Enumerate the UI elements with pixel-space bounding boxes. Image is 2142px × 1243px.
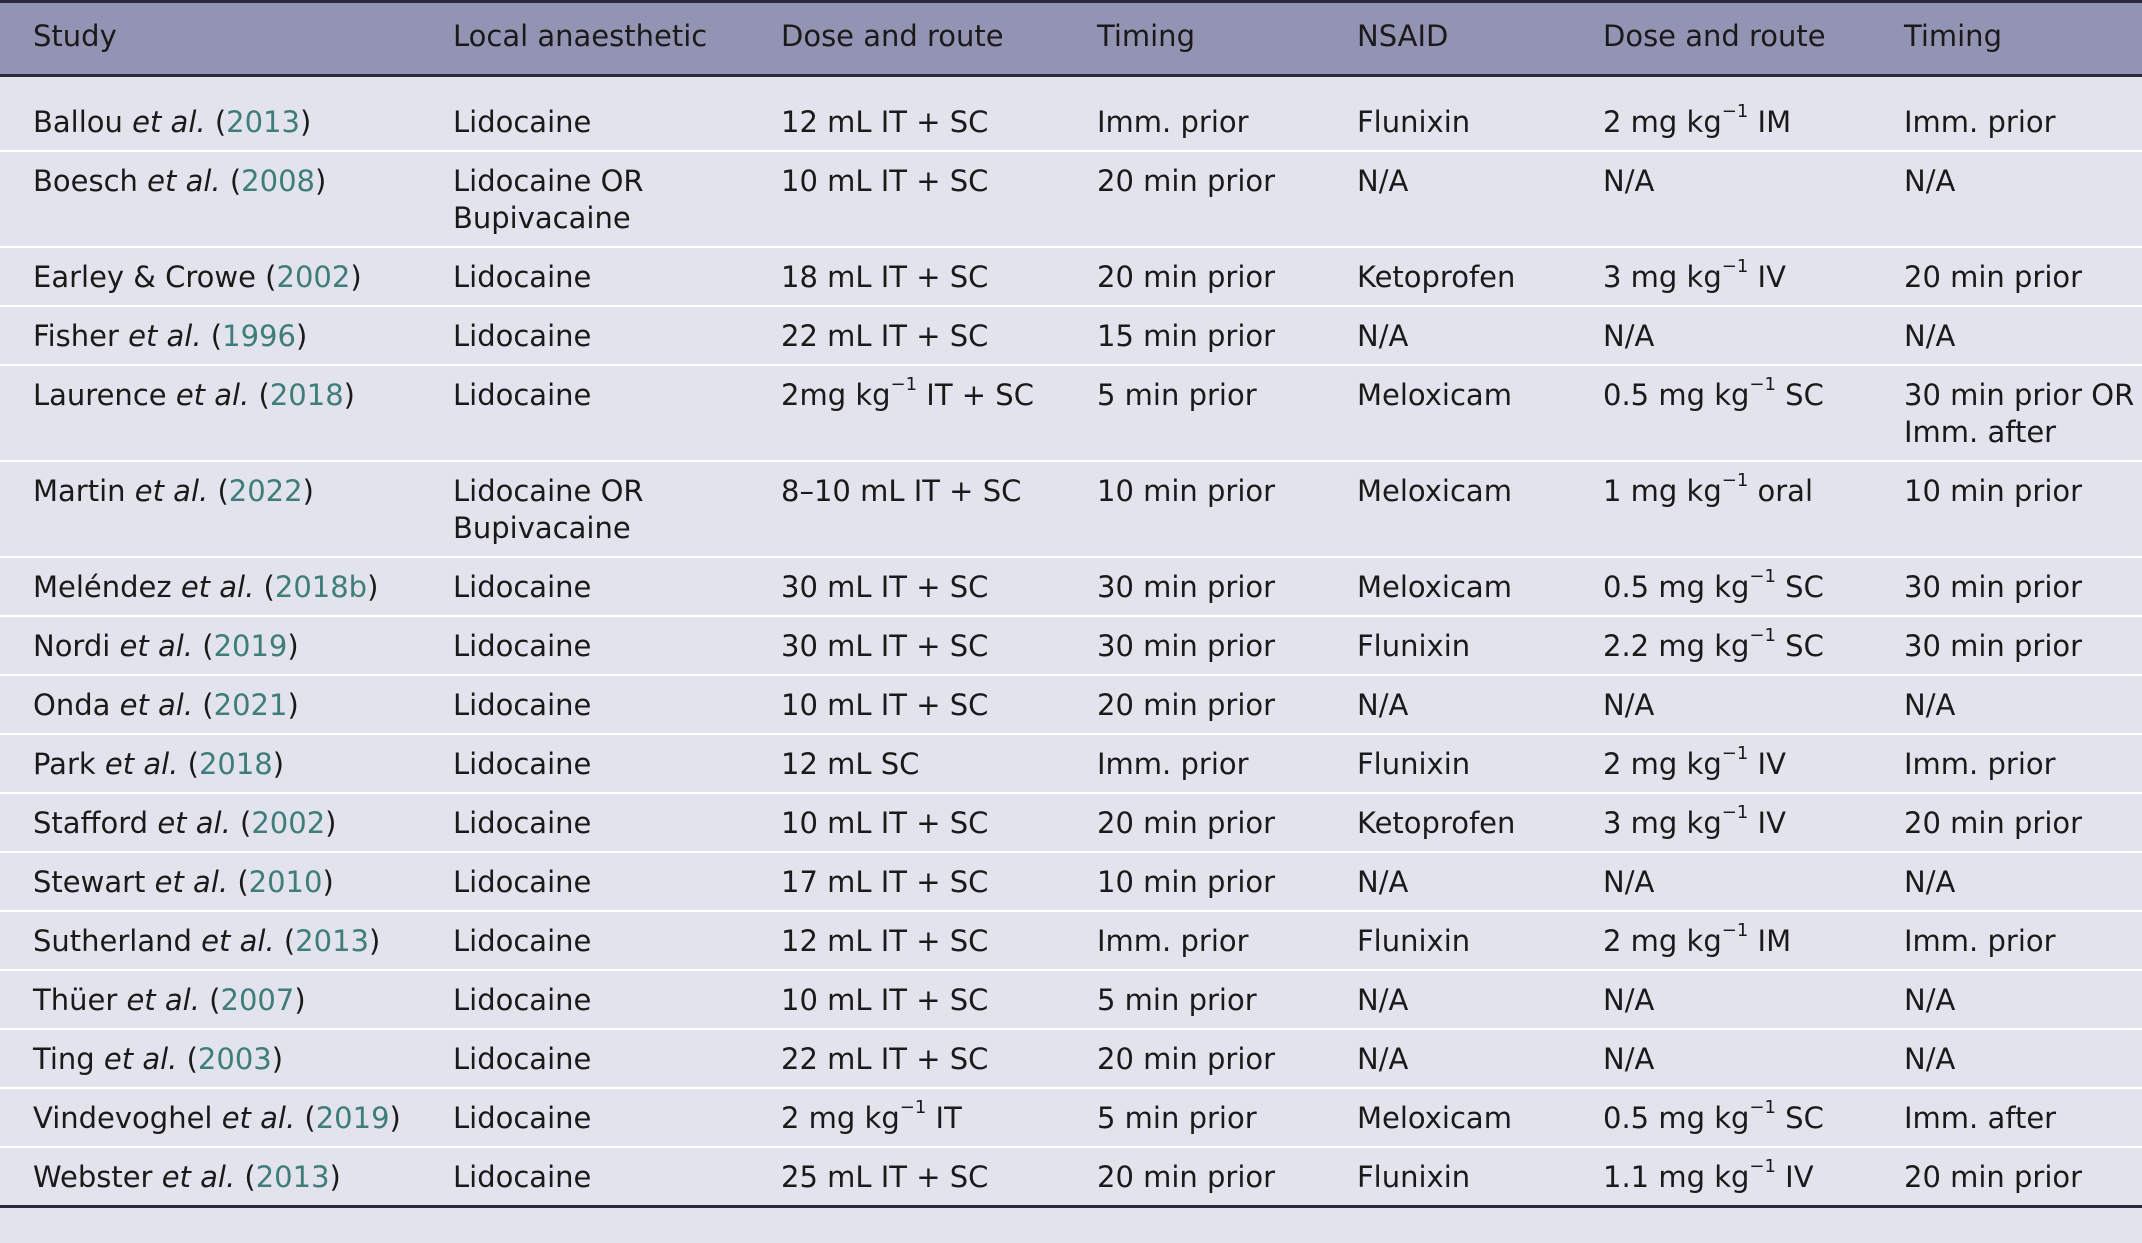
citation-year-link[interactable]: 2021 — [213, 688, 288, 722]
nsaid-dose-route: IM — [1748, 924, 1792, 958]
study-etal: et al. — [180, 570, 255, 604]
la-timing-cell: 20 min prior — [1097, 260, 1276, 294]
nsaid-timing-cell: N/A — [1904, 865, 1956, 899]
la-dose-value: 12 mL IT + SC — [781, 105, 989, 139]
study-etal: et al. — [128, 319, 202, 353]
study-author: Nordi — [33, 629, 111, 663]
la-dose-value: 18 mL IT + SC — [781, 260, 989, 294]
study-etal: et al. — [221, 1101, 296, 1135]
nsaid-cell: N/A — [1357, 983, 1409, 1017]
nsaid-timing-cell: Imm. prior — [1904, 924, 2056, 958]
citation-year-link[interactable]: 1996 — [222, 319, 296, 353]
study-etal: et al. — [132, 105, 206, 139]
la-timing-cell: 20 min prior — [1097, 164, 1276, 198]
nsaid-dose-value: 3 mg kg — [1603, 260, 1722, 294]
table-row — [0, 852, 2142, 911]
study-author: Vindevoghel — [33, 1101, 213, 1135]
la-dose-route: IT + SC — [917, 378, 1034, 412]
la-dose-route-cell — [781, 461, 1097, 557]
la-dose-value: 17 mL IT + SC — [781, 865, 989, 899]
nsaid-dose-route-cell — [1603, 793, 1904, 852]
citation-year-link[interactable]: 2018b — [274, 570, 368, 604]
nsaid-dose-value: 0.5 mg kg — [1603, 570, 1750, 604]
local-anaesthetic-cell: Lidocaine — [453, 924, 592, 958]
table-row — [0, 1147, 2142, 1207]
nsaid-timing-cell: Imm. prior — [1904, 105, 2056, 139]
la-dose-value: 22 mL IT + SC — [781, 319, 989, 353]
nsaid-dose-exponent: −1 — [1749, 374, 1776, 396]
citation-year-link[interactable]: 2013 — [295, 924, 369, 958]
nsaid-timing-cell: 20 min prior — [1904, 1160, 2083, 1194]
nsaid-dose-exponent: −1 — [1721, 802, 1749, 824]
local-anaesthetic-cell: Lidocaine — [453, 629, 592, 663]
nsaid-timing-cell: N/A — [1904, 164, 1956, 198]
study-author: Laurence — [33, 378, 167, 412]
la-dose-value: 12 mL IT + SC — [781, 924, 989, 958]
la-dose-value: 12 mL SC — [781, 747, 920, 781]
local-anaesthetic-cell: Lidocaine — [453, 747, 592, 781]
table-row — [0, 461, 2142, 557]
nsaid-dose-exponent: −1 — [1749, 566, 1776, 588]
la-dose-route-cell — [781, 557, 1097, 616]
citation-year-link[interactable]: 2002 — [276, 260, 351, 294]
la-dose-route-cell — [781, 734, 1097, 793]
la-timing-cell: 20 min prior — [1097, 806, 1276, 840]
la-dose-route-cell — [781, 675, 1097, 734]
study-cell: Ballou et al. (2013) — [33, 105, 312, 139]
local-anaesthetic-cell: Lidocaine — [453, 105, 592, 139]
la-dose-value: 10 mL IT + SC — [781, 688, 989, 722]
nsaid-dose-route: IV — [1775, 1160, 1814, 1194]
nsaid-cell: Flunixin — [1357, 747, 1471, 781]
citation-year-link[interactable]: 2010 — [248, 865, 323, 899]
local-anaesthetic-cell: Lidocaine — [453, 570, 592, 604]
local-anaesthetic-cell: Lidocaine — [453, 260, 592, 294]
local-anaesthetic-cell: Lidocaine — [453, 688, 592, 722]
la-timing-cell: 5 min prior — [1097, 1101, 1257, 1135]
nsaid-dose-value: 1 mg kg — [1603, 474, 1722, 508]
table-row — [0, 616, 2142, 675]
nsaid-dose-value: N/A — [1603, 164, 1655, 198]
study-author: Martin — [33, 474, 126, 508]
nsaid-dose-route: oral — [1748, 474, 1814, 508]
la-dose-value: 2 mg kg — [781, 1101, 900, 1135]
study-cell: Vindevoghel et al. (2019) — [33, 1101, 401, 1135]
nsaid-dose-value: N/A — [1603, 983, 1655, 1017]
local-anaesthetic-cell: Lidocaine — [453, 378, 592, 412]
study-author: Ting — [33, 1042, 95, 1076]
nsaid-cell: Flunixin — [1357, 105, 1471, 139]
la-timing-cell: 10 min prior — [1097, 865, 1276, 899]
la-dose-route-cell — [781, 247, 1097, 306]
la-timing-cell: Imm. prior — [1097, 105, 1249, 139]
study-cell: Nordi et al. (2019) — [33, 629, 299, 663]
nsaid-timing-cell: N/A — [1904, 319, 1956, 353]
study-cell: Stafford et al. (2002) — [33, 806, 337, 840]
study-cell: Ting et al. (2003) — [33, 1042, 284, 1076]
study-etal: et al. — [126, 983, 200, 1017]
study-etal: et al. — [161, 1160, 236, 1194]
nsaid-cell: Meloxicam — [1357, 378, 1512, 412]
nsaid-dose-route-cell — [1603, 734, 1904, 793]
la-dose-route: IT — [926, 1101, 962, 1135]
la-timing-cell: 20 min prior — [1097, 1160, 1276, 1194]
study-author: Sutherland — [33, 924, 192, 958]
la-dose-route-cell — [781, 76, 1097, 152]
citation-year-link[interactable]: 2018 — [269, 378, 344, 412]
nsaid-dose-value: 0.5 mg kg — [1603, 1101, 1750, 1135]
la-dose-value: 2mg kg — [781, 378, 891, 412]
nsaid-dose-route-cell — [1603, 1147, 1904, 1207]
nsaid-dose-route: IV — [1748, 260, 1786, 294]
citation-year-link[interactable]: 2003 — [197, 1042, 272, 1076]
la-dose-route-cell — [781, 1088, 1097, 1147]
nsaid-dose-value: 2 mg kg — [1603, 105, 1722, 139]
table-row — [0, 911, 2142, 970]
local-anaesthetic-cell: Lidocaine — [453, 319, 592, 353]
nsaid-dose-route-cell — [1603, 365, 1904, 461]
nsaid-cell: N/A — [1357, 865, 1409, 899]
la-timing-cell: 30 min prior — [1097, 629, 1276, 663]
local-anaesthetic-cell: Lidocaine — [453, 1101, 592, 1135]
la-timing-cell: Imm. prior — [1097, 924, 1249, 958]
table-row — [0, 151, 2142, 247]
nsaid-dose-value: N/A — [1603, 688, 1655, 722]
la-dose-value: 30 mL IT + SC — [781, 570, 989, 604]
nsaid-timing-cell: N/A — [1904, 688, 1956, 722]
nsaid-dose-value: 2 mg kg — [1603, 924, 1722, 958]
nsaid-dose-value: 0.5 mg kg — [1603, 378, 1750, 412]
la-dose-route-cell — [781, 616, 1097, 675]
table-row — [0, 675, 2142, 734]
nsaid-timing-cell: N/A — [1904, 983, 1956, 1017]
nsaid-dose-route-cell — [1603, 911, 1904, 970]
nsaid-dose-route-cell — [1603, 1088, 1904, 1147]
la-dose-value: 22 mL IT + SC — [781, 1042, 989, 1076]
la-dose-value: 10 mL IT + SC — [781, 164, 989, 198]
citation-year-link[interactable]: 2013 — [226, 105, 300, 139]
nsaid-dose-route-cell — [1603, 852, 1904, 911]
nsaid-cell: Flunixin — [1357, 1160, 1471, 1194]
study-author: Meléndez — [33, 570, 172, 604]
study-cell: Boesch et al. (2008) — [33, 164, 327, 198]
nsaid-cell: Flunixin — [1357, 924, 1471, 958]
header-la-dose-route: Dose and route — [781, 19, 1004, 53]
nsaid-dose-route: IM — [1748, 105, 1792, 139]
la-dose-exponent: −1 — [890, 374, 918, 396]
la-timing-cell: 30 min prior — [1097, 570, 1276, 604]
nsaid-timing-cell: N/A — [1904, 1042, 1956, 1076]
nsaid-timing-cell: 30 min prior — [1904, 570, 2083, 604]
table-row — [0, 306, 2142, 365]
study-author: Thüer — [33, 983, 118, 1017]
la-timing-cell: 10 min prior — [1097, 474, 1276, 508]
nsaid-dose-route: SC — [1775, 629, 1824, 663]
nsaid-dose-route: IV — [1748, 747, 1786, 781]
local-anaesthetic-cell: Lidocaine — [453, 1160, 592, 1194]
table-body — [0, 76, 2142, 1207]
nsaid-dose-value: N/A — [1603, 1042, 1655, 1076]
nsaid-dose-value: 2 mg kg — [1603, 747, 1722, 781]
citation-year-link[interactable]: 2019 — [315, 1101, 390, 1135]
study-etal: et al. — [147, 164, 221, 198]
la-timing-cell: 5 min prior — [1097, 983, 1257, 1017]
nsaid-dose-route-cell — [1603, 675, 1904, 734]
nsaid-cell: N/A — [1357, 164, 1409, 198]
study-author: Stafford — [33, 806, 149, 840]
citation-year-link[interactable]: 2019 — [213, 629, 288, 663]
la-dose-route-cell — [781, 306, 1097, 365]
nsaid-dose-value: N/A — [1603, 319, 1655, 353]
nsaid-dose-exponent: −1 — [1721, 920, 1749, 942]
la-dose-route-cell — [781, 793, 1097, 852]
citation-year-link[interactable]: 2008 — [241, 164, 315, 198]
study-etal: et al. — [134, 474, 209, 508]
local-anaesthetic-cell: Lidocaine — [453, 806, 592, 840]
header-nsaid-timing: Timing — [1904, 19, 2002, 53]
nsaid-dose-value: 1.1 mg kg — [1603, 1160, 1750, 1194]
nsaid-dose-route: IV — [1748, 806, 1786, 840]
citation-year-link[interactable]: 2013 — [255, 1160, 330, 1194]
nsaid-dose-exponent: −1 — [1721, 101, 1749, 123]
study-cell: Park et al. (2018) — [33, 747, 285, 781]
nsaid-dose-route-cell — [1603, 616, 1904, 675]
study-cell: Fisher et al. (1996) — [33, 319, 308, 353]
nsaid-cell: Flunixin — [1357, 629, 1471, 663]
nsaid-dose-exponent: −1 — [1721, 256, 1749, 278]
study-etal: et al. — [119, 688, 194, 722]
la-timing-cell: 20 min prior — [1097, 1042, 1276, 1076]
study-etal: et al. — [104, 747, 179, 781]
table-row — [0, 734, 2142, 793]
nsaid-dose-exponent: −1 — [1721, 470, 1749, 492]
table-row — [0, 76, 2142, 152]
nsaid-dose-route: SC — [1775, 570, 1824, 604]
study-etal: et al. — [201, 924, 275, 958]
la-dose-exponent: −1 — [899, 1097, 927, 1119]
study-author: Ballou — [33, 105, 123, 139]
table-row — [0, 1088, 2142, 1147]
nsaid-dose-route-cell — [1603, 970, 1904, 1029]
table-row — [0, 793, 2142, 852]
nsaid-cell: N/A — [1357, 319, 1409, 353]
citation-year-link[interactable]: 2002 — [251, 806, 326, 840]
table-row — [0, 1029, 2142, 1088]
nsaid-dose-value: N/A — [1603, 865, 1655, 899]
la-dose-route-cell — [781, 852, 1097, 911]
citation-year-link[interactable]: 2018 — [198, 747, 273, 781]
local-anaesthetic-cell: Lidocaine — [453, 983, 592, 1017]
study-cell: Thüer et al. (2007) — [33, 983, 306, 1017]
nsaid-dose-exponent: −1 — [1749, 1097, 1776, 1119]
study-cell: Onda et al. (2021) — [33, 688, 299, 722]
nsaid-cell: N/A — [1357, 688, 1409, 722]
local-anaesthetic-cell: Lidocaine — [453, 865, 592, 899]
header-nsaid-dose-route: Dose and route — [1603, 19, 1826, 53]
study-author: Fisher — [33, 319, 119, 353]
la-dose-value: 25 mL IT + SC — [781, 1160, 989, 1194]
nsaid-dose-exponent: −1 — [1749, 625, 1776, 647]
la-timing-cell: Imm. prior — [1097, 747, 1249, 781]
la-dose-value: 10 mL IT + SC — [781, 806, 989, 840]
study-author: Onda — [33, 688, 111, 722]
la-timing-cell: 15 min prior — [1097, 319, 1276, 353]
nsaid-dose-route: SC — [1775, 1101, 1824, 1135]
nsaid-timing-cell: 30 min prior — [1904, 629, 2083, 663]
nsaid-timing-cell: 30 min prior OR Imm. after — [1904, 378, 2135, 449]
nsaid-dose-route-cell — [1603, 247, 1904, 306]
nsaid-timing-cell: 20 min prior — [1904, 260, 2083, 294]
local-anaesthetic-cell: Lidocaine OR Bupivacaine — [453, 474, 644, 545]
la-dose-route-cell — [781, 911, 1097, 970]
nsaid-dose-exponent: −1 — [1721, 743, 1749, 765]
study-author: Webster — [33, 1160, 153, 1194]
nsaid-dose-route-cell — [1603, 1029, 1904, 1088]
table-row — [0, 557, 2142, 616]
citation-year-link[interactable]: 2022 — [228, 474, 303, 508]
citation-year-link[interactable]: 2007 — [220, 983, 295, 1017]
nsaid-dose-value: 3 mg kg — [1603, 806, 1722, 840]
header-nsaid: NSAID — [1357, 19, 1449, 53]
table-row — [0, 970, 2142, 1029]
la-timing-cell: 5 min prior — [1097, 378, 1257, 412]
table-header-row — [0, 2, 2142, 76]
study-cell: Martin et al. (2022) — [33, 474, 314, 508]
study-cell: Earley & Crowe (2002) — [33, 260, 362, 294]
nsaid-timing-cell: Imm. after — [1904, 1101, 2057, 1135]
study-cell: Stewart et al. (2010) — [33, 865, 334, 899]
nsaid-cell: Ketoprofen — [1357, 260, 1516, 294]
study-etal: et al. — [154, 865, 229, 899]
study-author: Park — [33, 747, 96, 781]
nsaid-cell: Meloxicam — [1357, 474, 1512, 508]
study-etal: et al. — [119, 629, 194, 663]
local-anaesthetic-cell: Lidocaine OR Bupivacaine — [453, 164, 644, 235]
nsaid-dose-route-cell — [1603, 76, 1904, 152]
nsaid-dose-route-cell — [1603, 151, 1904, 247]
la-dose-value: 30 mL IT + SC — [781, 629, 989, 663]
nsaid-cell: N/A — [1357, 1042, 1409, 1076]
la-dose-value: 8–10 mL IT + SC — [781, 474, 1022, 508]
la-dose-route-cell — [781, 151, 1097, 247]
nsaid-dose-route-cell — [1603, 306, 1904, 365]
header-study: Study — [33, 19, 117, 53]
study-etal: et al. — [175, 378, 250, 412]
study-etal: et al. — [157, 806, 231, 840]
study-cell: Meléndez et al. (2018b) — [33, 570, 379, 604]
la-dose-route-cell — [781, 970, 1097, 1029]
table-row — [0, 365, 2142, 461]
study-cell: Laurence et al. (2018) — [33, 378, 355, 412]
la-dose-route-cell — [781, 1147, 1097, 1207]
table-row — [0, 247, 2142, 306]
nsaid-timing-cell: 10 min prior — [1904, 474, 2083, 508]
nsaid-dose-value: 2.2 mg kg — [1603, 629, 1750, 663]
nsaid-timing-cell: Imm. prior — [1904, 747, 2056, 781]
nsaid-cell: Meloxicam — [1357, 570, 1512, 604]
header-la-timing: Timing — [1097, 19, 1195, 53]
nsaid-cell: Ketoprofen — [1357, 806, 1516, 840]
la-dose-route-cell — [781, 1029, 1097, 1088]
la-timing-cell: 20 min prior — [1097, 688, 1276, 722]
study-author: Stewart — [33, 865, 146, 899]
nsaid-dose-route: SC — [1775, 378, 1824, 412]
la-dose-route-cell — [781, 365, 1097, 461]
study-author: Earley & Crowe — [33, 260, 256, 294]
nsaid-dose-route-cell — [1603, 461, 1904, 557]
local-anaesthetic-cell: Lidocaine — [453, 1042, 592, 1076]
nsaid-cell: Meloxicam — [1357, 1101, 1512, 1135]
nsaid-dose-route-cell — [1603, 557, 1904, 616]
header-local-anaesthetic: Local anaesthetic — [453, 19, 708, 53]
nsaid-timing-cell: 20 min prior — [1904, 806, 2083, 840]
study-author: Boesch — [33, 164, 138, 198]
la-dose-value: 10 mL IT + SC — [781, 983, 989, 1017]
study-etal: et al. — [103, 1042, 178, 1076]
study-cell: Webster et al. (2013) — [33, 1160, 341, 1194]
study-cell: Sutherland et al. (2013) — [33, 924, 381, 958]
nsaid-dose-exponent: −1 — [1749, 1156, 1776, 1178]
